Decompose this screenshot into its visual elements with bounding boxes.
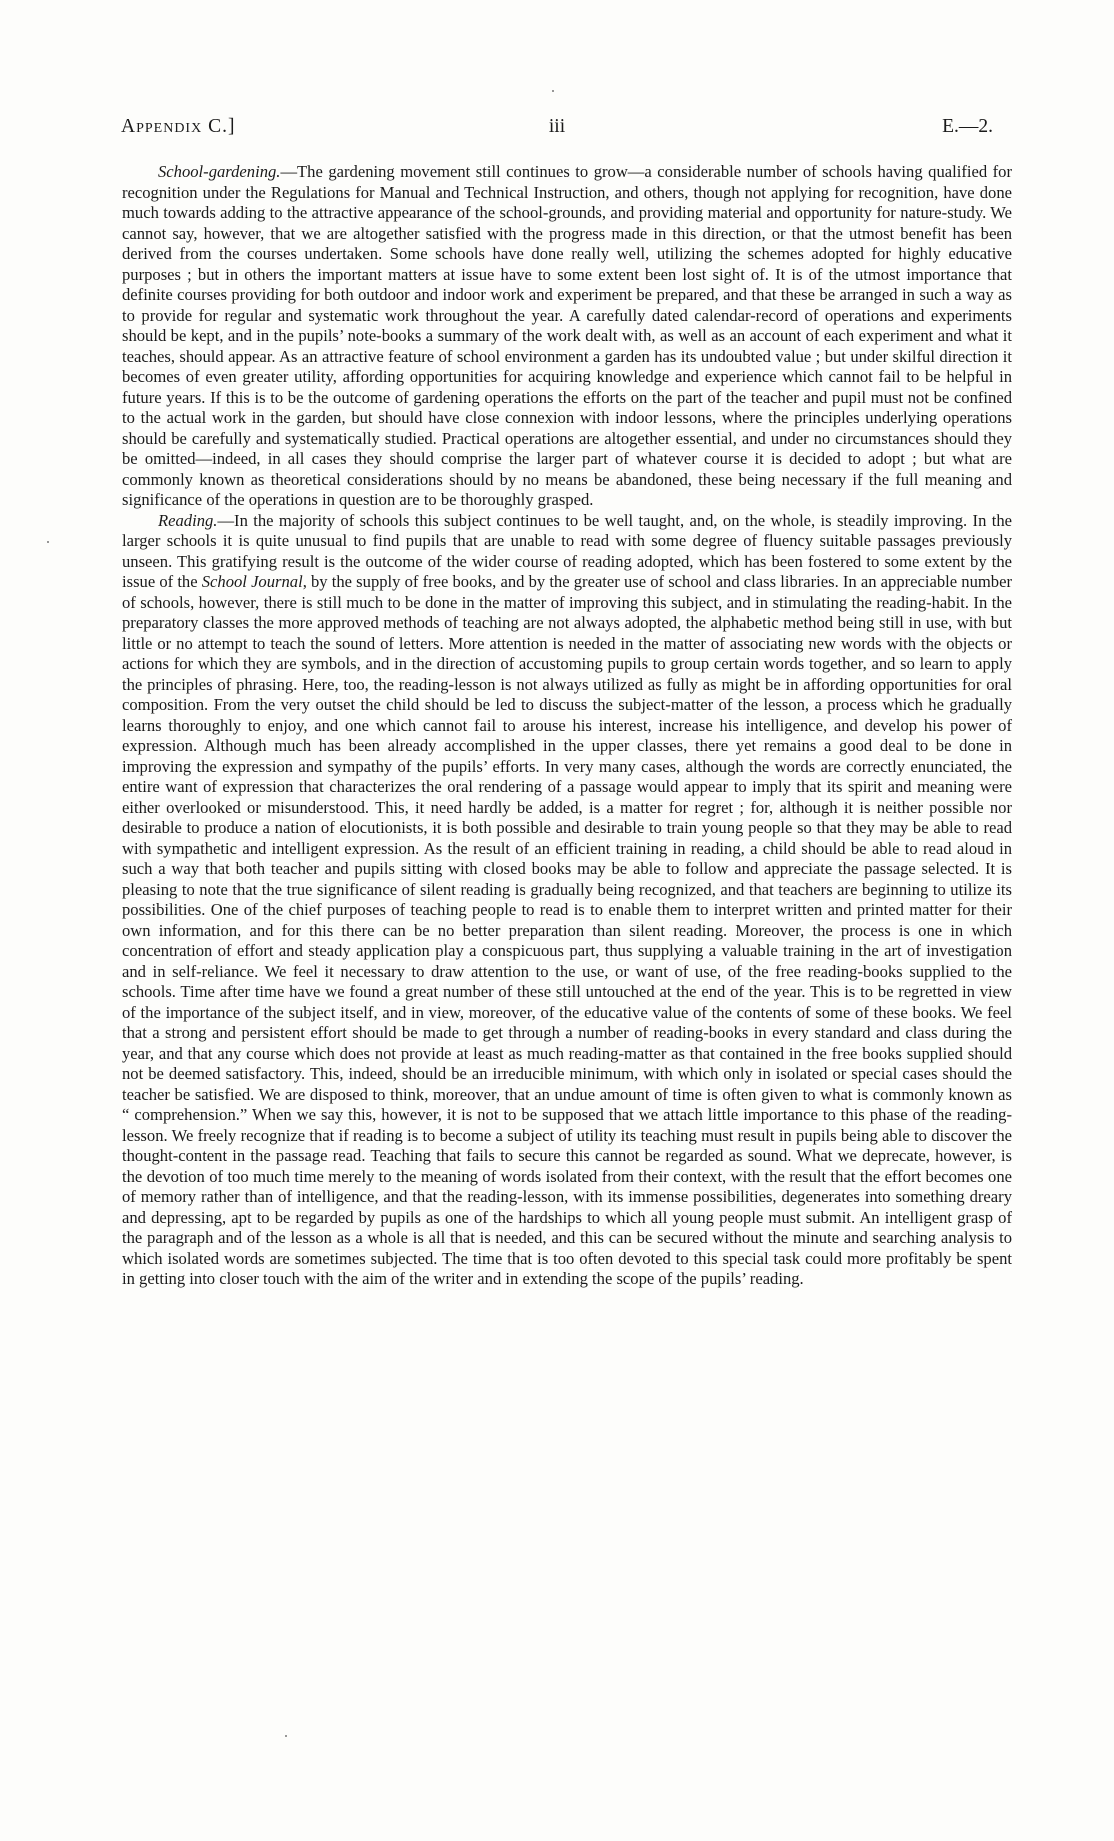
- paragraph-school-gardening: [122, 162, 1012, 511]
- paragraph-text: —The gardening movement still continues to grow—a considerable number of schools having qualified for recognition under the Regulations for Manual and Technical Instruction, and others, though not applying for recognition, have done much towards adding to the attractive appearance of the school-grounds, and providing material and opportunity for nature-study. We cannot say, however, that we are altogether satisfied with the progress made in this direction, or that the utmost benefit has been derived from the courses undertaken. Some schools have done really well, utilizing the schemes adopted for highly educative purposes ; but in others the important matters at issue have to some extent been lost sight of. It is of the utmost importance that definite courses providing for both outdoor and indoor work and experiment be prepared, and that these be arranged in such a way as to provide for regular and systematic work throughout the year. A carefully dated calendar-record of operations and experiments should be kept, and in the pupils’ note-books a summary of the work dealt with, as well as an account of each experiment and what it teaches, should appear. As an attractive feature of school environment a garden has its undoubted value ; but under skilful direction it becomes of even greater utility, affording opportunities for acquiring knowledge and experience which cannot fail to be helpful in future years. If this is to be the outcome of gardening operations the efforts on the part of the teacher and pupil must not be confined to the actual work in the garden, but should have close connexion with indoor lessons, where the principles underlying operations should be carefully and systematically studied. Practical operations are altogether essential, and under no circumstances should they be omitted—indeed, in all cases they should comprise the larger part of whatever course it is decided to adopt ; but what are commonly known as theoretical considerations should by no means be abandoned, these being necessary if the full meaning and significance of the operations in question are to be thoroughly grasped.: [122, 162, 1012, 509]
- scan-speck: [285, 1735, 287, 1737]
- paragraph-text: , by the supply of free books, and by the greater use of school and class libraries. In an appreciable number of schools, however, there is still much to be done in the matter of improving this subject, and in stimulating the reading-habit. In the preparatory classes the more approved methods of teaching are not always adopted, the alphabetic method being still in use, with but little or no attempt to teach the sound of letters. More attention is needed in the matter of associating new words with the objects or actions for which they are symbols, and in the direction of accustoming pupils to group certain words together, and so learn to apply the principles of phrasing. Here, too, the reading-lesson is not always utilized as fully as might be in affording opportunities for oral composition. From the very outset the child should be led to discuss the subject-matter of the lesson, a process which he gradually learns thoroughly to enjoy, and one which cannot fail to arouse his interest, increase his intelligence, and develop his power of expression. Although much has been already accomplished in the upper classes, there yet remains a good deal to be done in improving the expression and sympathy of the pupils’ efforts. In very many cases, although the words are correctly enunciated, the entire want of expression that characterizes the oral rendering of a passage would appear to imply that its spirit and meaning were either overlooked or misunderstood. This, it need hardly be added, is a matter for regret ; for, although it is neither possible nor desirable to produce a nation of elocutionists, it is both possible and desirable to train young people so that they may be able to read with sympathetic and intelligent expression. As the result of an efficient training in reading, a child should be able to read aloud in such a way that both teacher and pupils sitting with closed books may be able to follow and appreciate the passage selected. It is pleasing to note that the true significance of silent reading is gradually being recognized, and that teachers are beginning to utilize its possibilities. One of the chief purposes of teaching people to read is to enable them to interpret written and printed matter for their own information, and for this there can be no better preparation than silent reading. Moreover, the process is one in which concentration of effort and steady application play a conspicuous part, thus supplying a valuable training in the art of investigation and in self-reliance. We feel it necessary to draw attention to the use, or want of use, of the free reading-books supplied to the schools. Time after time have we found a great number of these still untouched at the end of the year. This is to be regretted in view of the importance of the subject itself, and in view, moreover, of the educative value of the contents of some of these books. We feel that a strong and persistent effort should be made to get through a number of reading-books in every standard and class during the year, and that any course which does not provide at least as much reading-matter as that contained in the free books supplied should not be deemed satisfactory. This, indeed, should be an irreducible minimum, with which only in isolated or special cases should the teacher be satisfied. We are disposed to think, moreover, that an undue amount of time is often given to what is commonly known as “ comprehension.” When we say this, however, it is not to be supposed that we attach little importance to this phase of the reading-lesson. We freely recognize that if reading is to become a subject of utility its teaching must result in pupils being able to discover the thought-content in the passage read. Teaching that fails to secure this cannot be regarded as sound. What we deprecate, however, is the devotion of too much time merely to the meaning of words isolated from their context, with the result that the effort becomes one of memory rather than of intelligence, and that the reading-lesson, with its immense possibilities, degenerates into something dreary and depressing, apt to be regarded by pupils as one of the hardships to which all young people must submit. An intelligent grasp of the paragraph and of the lesson as a whole is all that is needed, and this can be secured without the minute and searching analysis to which isolated words are sometimes subjected. The time that is too often devoted to this special task could more profitably be spent in getting into closer touch with the aim of the writer and in extending the scope of the pupils’ reading.: [122, 572, 1012, 1288]
- header-report-code: E.—2.: [942, 116, 993, 137]
- section-heading-school-gardening: School-gardening.: [158, 162, 281, 181]
- section-heading-reading: Reading.: [158, 510, 218, 530]
- page-header: [121, 116, 993, 146]
- paragraph-text: —In the majority of schools this subject continues to be well taught, and, on the whole, is steadily improving. In the larger schools it is quite unusual to find pupils that are unable to read with some degree of fluency suitable passages previously unseen. This gratifying result is the outcome of the wider course of reading adopted, which has been fostered to some extent by the issue of the: [122, 510, 1012, 591]
- paragraph-reading: [122, 511, 1012, 1290]
- scan-speck: [47, 541, 49, 543]
- page-body: [122, 162, 1012, 1290]
- header-appendix: Appendix C.]: [121, 116, 236, 137]
- scan-speck: [552, 90, 554, 92]
- header-page-number: iii: [548, 116, 566, 137]
- journal-title: School Journal: [201, 572, 303, 591]
